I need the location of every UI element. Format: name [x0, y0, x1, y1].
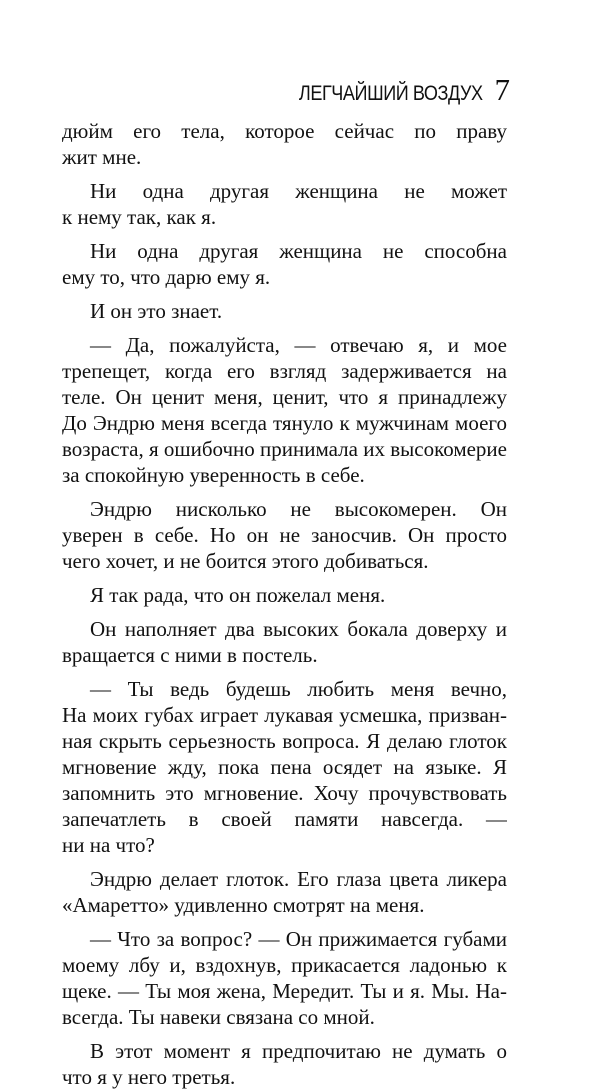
text-line: ни на что? [62, 833, 155, 857]
paragraph [62, 178, 507, 230]
text-line: к нему так, как я. [62, 205, 217, 229]
text-line: чего хочет, и не боится этого добиваться. [62, 549, 429, 573]
text-line: вращается с ними в постель. [62, 643, 318, 667]
text-line: До Эндрю меня всегда тянуло к мужчинам моего [62, 411, 507, 435]
paragraph [62, 332, 507, 488]
paragraph-gap [62, 918, 507, 926]
text-line: теле. Он ценит меня, ценит, что я принадлежу [62, 385, 507, 409]
paragraph [62, 616, 507, 668]
paragraph-gap [62, 574, 507, 582]
text-line: что я у него третья. [62, 1065, 236, 1089]
text-line: дюйм его тела, которое сейчас по праву [62, 119, 507, 143]
paragraph-gap [62, 488, 507, 496]
paragraph [62, 298, 507, 324]
paragraph [62, 496, 507, 574]
text-line: жит мне. [62, 145, 142, 169]
text-line: моему лбу и, вздохнув, прикасается ладонью к [62, 953, 507, 977]
running-head [60, 72, 510, 106]
page-number: 7 [494, 72, 510, 107]
paragraph [62, 866, 507, 918]
text-line: запомнить это мгновение. Хочу прочувствовать [62, 781, 507, 805]
text-line: Эндрю нисколько не высокомерен. Он [90, 497, 507, 521]
text-line: — Что за вопрос? — Он прижимается губами [90, 927, 507, 951]
book-title: ЛЕГЧАЙШИЙ ВОЗДУХ [298, 82, 483, 105]
text-line: уверен в себе. Но он не заносчив. Он просто [62, 523, 507, 547]
text-line: — Ты ведь будешь любить меня вечно, [90, 677, 507, 701]
text-line: В этот момент я предпочитаю не думать о [90, 1039, 507, 1063]
paragraph [62, 676, 507, 858]
text-line: за спокойную уверенность в себе. [62, 463, 365, 487]
paragraph-gap [62, 858, 507, 866]
paragraph [62, 582, 507, 608]
paragraph-gap [62, 170, 507, 178]
text-line: — Да, пожалуйста, — отвечаю я, и мое [90, 333, 507, 357]
text-line: ему то, что дарю ему я. [62, 265, 271, 289]
paragraph [62, 926, 507, 1030]
text-line: ная скрыть серьезность вопроса. Я делаю глоток [62, 729, 507, 753]
text-line: мгновение жду, пока пена осядет на языке. Я [62, 755, 507, 779]
body-text [62, 118, 507, 1090]
text-line: На моих губах играет лукавая усмешка, призван- [62, 703, 507, 727]
text-line: трепещет, когда его взгляд задерживается на [62, 359, 507, 383]
paragraph-gap [62, 1030, 507, 1038]
text-line: щеке. — Ты моя жена, Мередит. Ты и я. Мы. На- [62, 979, 507, 1003]
paragraph [62, 1038, 507, 1090]
text-line: Я так рада, что он пожелал меня. [90, 583, 386, 607]
paragraph-gap [62, 324, 507, 332]
paragraph-gap [62, 290, 507, 298]
paragraph [62, 118, 507, 170]
text-line: И он это знает. [90, 299, 223, 323]
text-line: Ни одна другая женщина не способна [90, 239, 507, 263]
text-line: запечатлеть в своей памяти навсегда. — [62, 807, 507, 831]
text-line: «Амаретто» удивленно смотрят на меня. [62, 893, 425, 917]
text-line: Ни одна другая женщина не может [90, 179, 507, 203]
text-line: Эндрю делает глоток. Его глаза цвета ликера [90, 867, 507, 891]
paragraph-gap [62, 230, 507, 238]
paragraph [62, 238, 507, 290]
text-line: всегда. Ты навеки связана со мной. [62, 1005, 375, 1029]
paragraph-gap [62, 608, 507, 616]
text-line: возраста, я ошибочно принимала их высокомерие [62, 437, 507, 461]
text-line: Он наполняет два высоких бокала доверху и [90, 617, 507, 641]
paragraph-gap [62, 668, 507, 676]
